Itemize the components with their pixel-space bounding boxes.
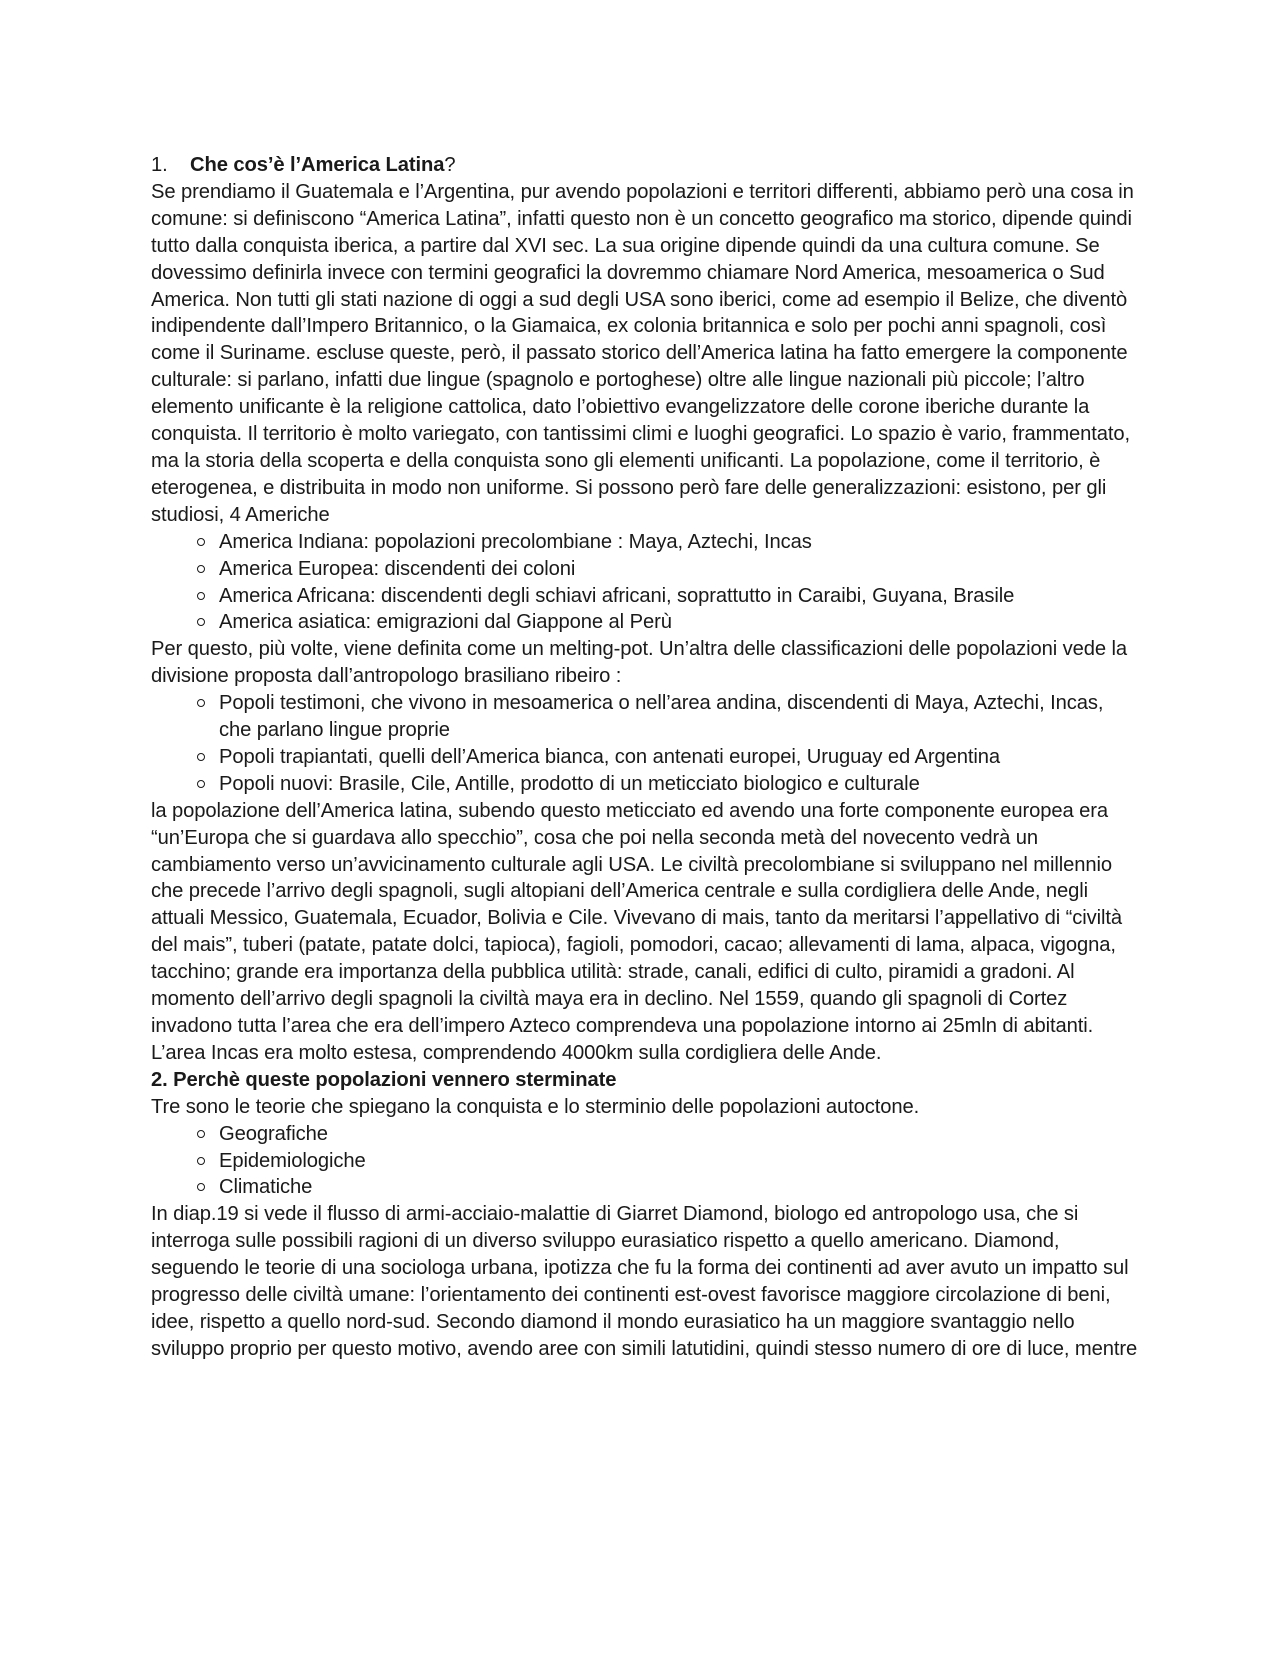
list-item: Popoli trapiantati, quelli dell’America bianca, con antenati europei, Uruguay ed Argentina (197, 744, 1141, 771)
circle-bullet-icon (197, 618, 205, 626)
circle-bullet-icon (197, 753, 205, 761)
section-1-number: 1. (151, 154, 168, 176)
section-1-paragraph-1: Se prendiamo il Guatemala e l’Argentina, pur avendo popolazioni e territori differenti, abbiamo però una cosa in comune: si definiscono “America Latina”, infatti questo non è un concetto geografico ma storico, dipende quindi tutto dalla conquista iberica, a partire dal XVI sec. La sua origine dipende quindi da una cultura comune. Se dovessimo definirla invece con termini geografici la dovremmo chiamare Nord America, mesoamerica o Sud America. Non tutti gli stati nazione di oggi a sud degli USA sono iberici, come ad esempio il Belize, che diventò indipendente dall’Impero Britannico, o la Giamaica, ex colonia britannica e solo per pochi anni spagnoli, così come il Suriname. escluse queste, però, il passato storico dell’America latina ha fatto emergere la componente culturale: si parlano, infatti due lingue (spagnolo e portoghese) oltre alle lingue nazionali più piccole; l’altro elemento unificante è la religione cattolica, dato l’obiettivo evangelizzatore delle corone iberiche durante la conquista. Il territorio è molto variegato, con tantissimi climi e luoghi geografici. Lo spazio è vario, frammentato, ma la storia della scoperta e della conquista sono gli elementi unificanti. La popolazione, come il territorio, è eterogenea, e distribuita in modo non uniforme. Si possono però fare delle generalizzazioni: esistono, per gli studiosi, 4 Americhe (151, 180, 1134, 526)
section-1-title: Che cos’è l’America Latina (190, 154, 445, 176)
list-item: Geografiche (197, 1121, 1141, 1148)
list-item: America Africana: discendenti degli schiavi africani, soprattutto in Caraibi, Guyana, Brasile (197, 583, 1141, 610)
circle-bullet-icon (197, 1130, 205, 1138)
popoli-list (151, 690, 1141, 798)
circle-bullet-icon (197, 780, 205, 788)
section-2-paragraph-1: Tre sono le teorie che spiegano la conquista e lo sterminio delle popolazioni autoctone. (151, 1095, 920, 1118)
section-1-heading (151, 152, 1141, 179)
circle-bullet-icon (197, 1157, 205, 1165)
list-item: America Indiana: popolazioni precolombiane : Maya, Aztechi, Incas (197, 529, 1141, 556)
circle-bullet-icon (197, 699, 205, 707)
circle-bullet-icon (197, 1183, 205, 1191)
list-item: Epidemiologiche (197, 1148, 1141, 1175)
circle-bullet-icon (197, 538, 205, 546)
document-page (151, 152, 1141, 1363)
list-item: America asiatica: emigrazioni dal Giappone al Perù (197, 609, 1141, 636)
circle-bullet-icon (197, 592, 205, 600)
section-1-title-tail: ? (444, 154, 456, 176)
section-2-heading: 2. Perchè queste popolazioni vennero sterminate (151, 1068, 617, 1091)
section-1-paragraph-3: la popolazione dell’America latina, subendo questo meticciato ed avendo una forte componente europea era “un’Europa che si guardava allo specchio”, cosa che poi nella seconda metà del novecento vedrà un cambiamento verso un’avvicinamento culturale agli USA. Le civiltà precolombiane si sviluppano nel millennio che precede l’arrivo degli spagnoli, sugli altopiani dell’America centrale e sulla cordigliera delle Ande, negli attuali Messico, Guatemala, Ecuador, Bolivia e Cile. Vivevano di mais, tanto da meritarsi l’appellativo di “civiltà del mais”, tuberi (patate, patate dolci, tapioca), fagioli, pomodori, cacao; allevamenti di lama, alpaca, vigogna, tacchino; grande era importanza della pubblica utilità: strade, canali, edifici di culto, piramidi a gradoni. Al momento dell’arrivo degli spagnoli la civiltà maya era in declino. Nel 1559, quando gli spagnoli di Cortez invadono tutta l’area che era dell’impero Azteco comprendeva una popolazione intorno ai 25mln di abitanti. L’area Incas era molto estesa, comprendendo 4000km sulla cordigliera delle Ande. (151, 799, 1123, 1064)
list-item: Climatiche (197, 1174, 1141, 1201)
list-item: America Europea: discendenti dei coloni (197, 556, 1141, 583)
americhe-list (151, 529, 1141, 637)
section-2-paragraph-2: In diap.19 si vede il flusso di armi-acciaio-malattie di Giarret Diamond, biologo ed antropologo usa, che si interroga sulle possibili ragioni di un diverso sviluppo eurasiatico rispetto a quello americano. Diamond, seguendo le teorie di una sociologa urbana, ipotizza che fu la forma dei continenti ad aver avuto un impatto sul progresso delle civiltà umane: l’orientamento dei continenti est-ovest favorisce maggiore circolazione di beni, idee, rispetto a quello nord-sud. Secondo diamond il mondo eurasiatico ha un maggiore svantaggio nello sviluppo proprio per questo motivo, avendo aree con simili latutidini, quindi stesso numero di ore di luce, mentre (151, 1203, 1138, 1360)
circle-bullet-icon (197, 565, 205, 573)
teorie-list (151, 1121, 1141, 1202)
list-item: Popoli testimoni, che vivono in mesoamerica o nell’area andina, discendenti di Maya, Aztechi, Incas, che parlano lingue proprie (197, 690, 1141, 744)
section-1-paragraph-2: Per questo, più volte, viene definita come un melting-pot. Un’altra delle classificazioni delle popolazioni vede la divisione proposta dall’antropologo brasiliano ribeiro : (151, 638, 1128, 688)
list-item: Popoli nuovi: Brasile, Cile, Antille, prodotto di un meticciato biologico e culturale (197, 771, 1141, 798)
